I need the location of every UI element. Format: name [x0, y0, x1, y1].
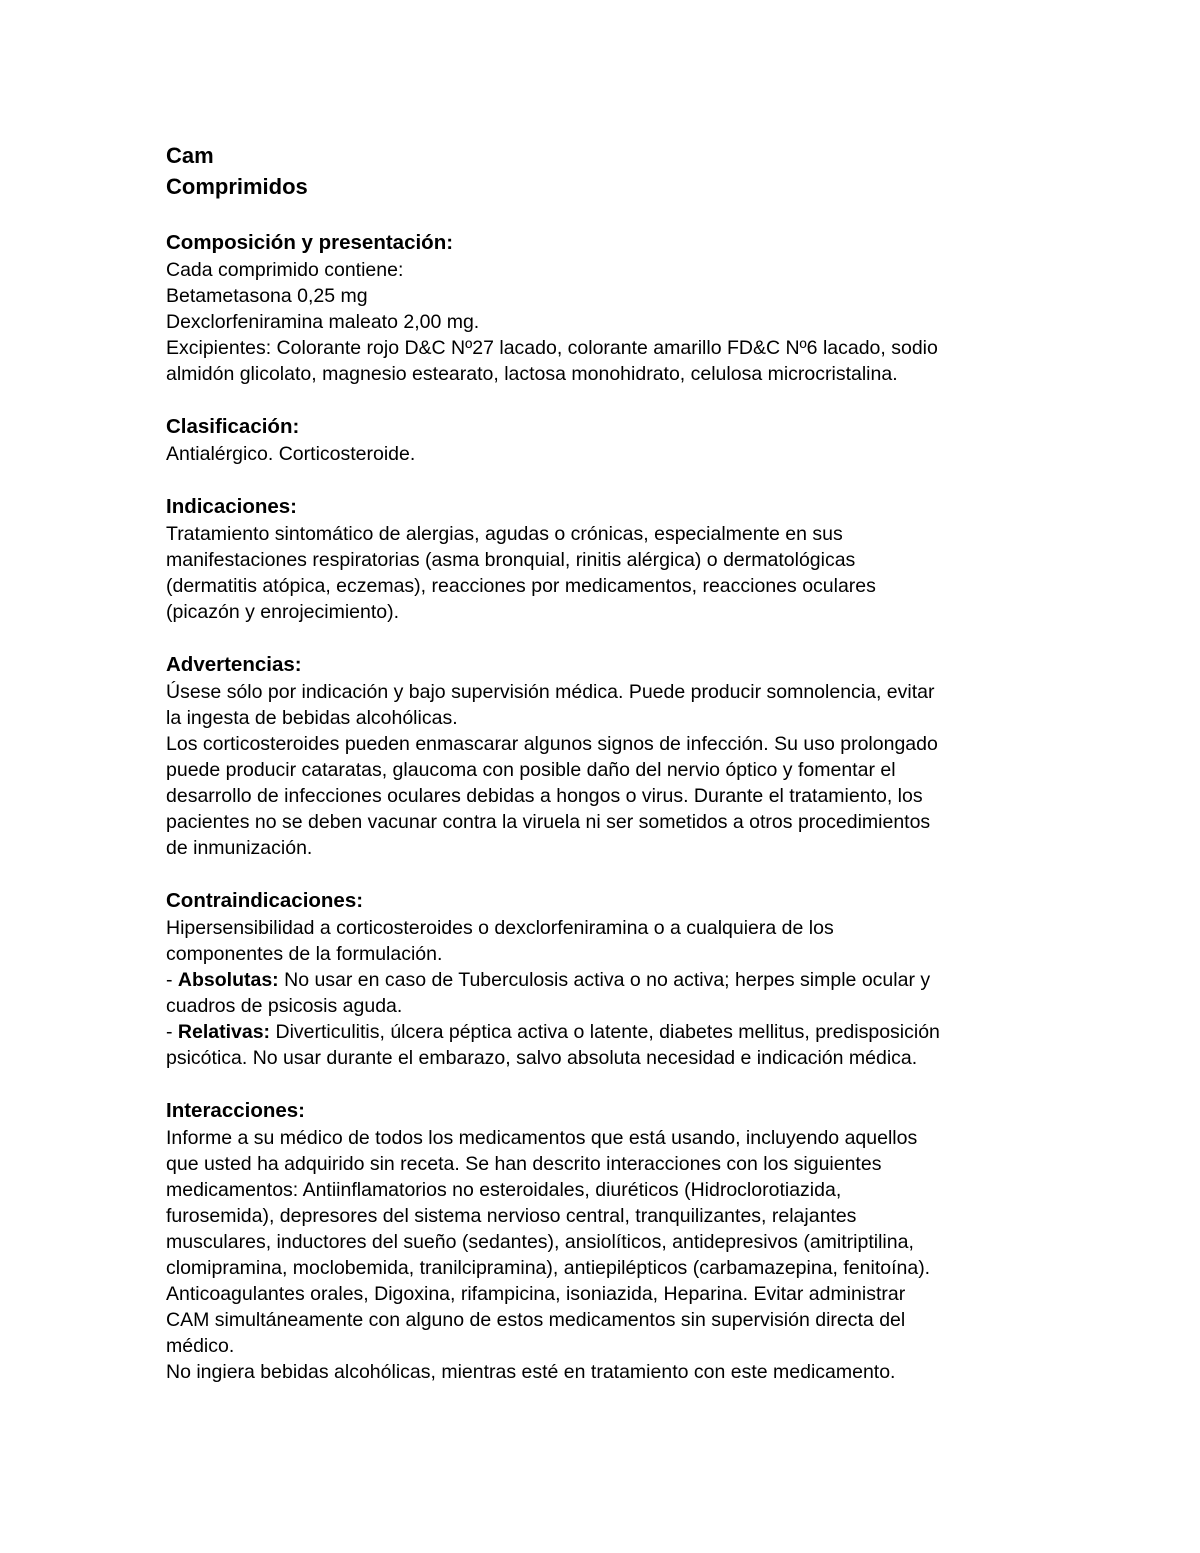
section-composicion — [166, 229, 1040, 387]
section-line: Úsese sólo por indicación y bajo supervisión médica. Puede producir somnolencia, evitar — [166, 681, 935, 703]
section-line: Cada comprimido contiene: — [166, 259, 404, 281]
section-indicaciones — [166, 493, 1040, 625]
section-heading: Advertencias: — [166, 653, 302, 676]
section-line: Dexclorfeniramina maleato 2,00 mg. — [166, 311, 480, 333]
section-line: Informe a su médico de todos los medicamentos que está usando, incluyendo aquellos — [166, 1127, 918, 1149]
section-heading: Composición y presentación: — [166, 231, 454, 254]
section-line: medicamentos: Antiinflamatorios no esteroidales, diuréticos (Hidroclorotiazida, — [166, 1179, 842, 1201]
section-line: No ingiera bebidas alcohólicas, mientras esté en tratamiento con este medicamento. — [166, 1361, 896, 1383]
section-line: Excipientes: Colorante rojo D&C Nº27 lacado, colorante amarillo FD&C Nº6 lacado, sodio — [166, 337, 938, 359]
section-line: componentes de la formulación. — [166, 943, 443, 965]
relativas-label: Relativas: — [177, 1021, 271, 1043]
list-dash: - — [166, 1021, 178, 1043]
section-heading: Indicaciones: — [166, 495, 298, 518]
list-dash: - — [166, 969, 178, 991]
absolutas-line — [166, 967, 1040, 993]
section-line: Los corticosteroides pueden enmascarar algunos signos de infección. Su uso prolongado — [166, 733, 938, 755]
section-contraindicaciones — [166, 887, 1040, 1071]
relativas-line-2: psicótica. No usar durante el embarazo, salvo absoluta necesidad e indicación médica. — [166, 1047, 918, 1069]
section-line: la ingesta de bebidas alcohólicas. — [166, 707, 458, 729]
section-line: médico. — [166, 1335, 235, 1357]
section-line: furosemida), depresores del sistema nervioso central, tranquilizantes, relajantes — [166, 1205, 857, 1227]
absolutas-text: No usar en caso de Tuberculosis activa o no activa; herpes simple ocular y — [278, 969, 931, 991]
section-line: que usted ha adquirido sin receta. Se han descrito interacciones con los siguientes — [166, 1153, 882, 1175]
section-line: (dermatitis atópica, eczemas), reacciones por medicamentos, reacciones oculares — [166, 575, 876, 597]
section-line: puede producir cataratas, glaucoma con posible daño del nervio óptico y fomentar el — [166, 759, 896, 781]
section-line: pacientes no se deben vacunar contra la viruela ni ser sometidos a otros procedimientos — [166, 811, 931, 833]
section-line: Antialérgico. Corticosteroide. — [166, 443, 416, 465]
section-line: Hipersensibilidad a corticosteroides o dexclorfeniramina o a cualquiera de los — [166, 917, 834, 939]
section-line: Tratamiento sintomático de alergias, agudas o crónicas, especialmente en sus — [166, 523, 843, 545]
document-title: Cam — [166, 143, 214, 168]
document-subtitle: Comprimidos — [166, 174, 308, 199]
section-line: desarrollo de infecciones oculares debidas a hongos o virus. Durante el tratamiento, los — [166, 785, 923, 807]
section-line: manifestaciones respiratorias (asma bronquial, rinitis alérgica) o dermatológicas — [166, 549, 856, 571]
section-line: Betametasona 0,25 mg — [166, 285, 368, 307]
section-line: almidón glicolato, magnesio estearato, lactosa monohidrato, celulosa microcristalina. — [166, 363, 898, 385]
section-line: Anticoagulantes orales, Digoxina, rifampicina, isoniazida, Heparina. Evitar administrar — [166, 1283, 906, 1305]
absolutas-label: Absolutas: — [177, 969, 279, 991]
section-line: musculares, inductores del sueño (sedantes), ansiolíticos, antidepresivos (amitriptilina, — [166, 1231, 914, 1253]
absolutas-line-2: cuadros de psicosis aguda. — [166, 995, 403, 1017]
section-line: de inmunización. — [166, 837, 313, 859]
relativas-text: Diverticulitis, úlcera péptica activa o latente, diabetes mellitus, predisposición — [270, 1021, 940, 1043]
relativas-line — [166, 1019, 1040, 1045]
section-heading: Clasificación: — [166, 415, 300, 438]
section-advertencias — [166, 651, 1040, 861]
section-interacciones — [166, 1097, 1040, 1385]
section-clasificacion — [166, 413, 1040, 467]
section-heading: Contraindicaciones: — [166, 889, 364, 912]
section-heading: Interacciones: — [166, 1099, 305, 1122]
section-line: (picazón y enrojecimiento). — [166, 601, 400, 623]
section-line: clomipramina, moclobemida, tranilcipramina), antiepilépticos (carbamazepina, fenitoína). — [166, 1257, 931, 1279]
section-line: CAM simultáneamente con alguno de estos medicamentos sin supervisión directa del — [166, 1309, 906, 1331]
